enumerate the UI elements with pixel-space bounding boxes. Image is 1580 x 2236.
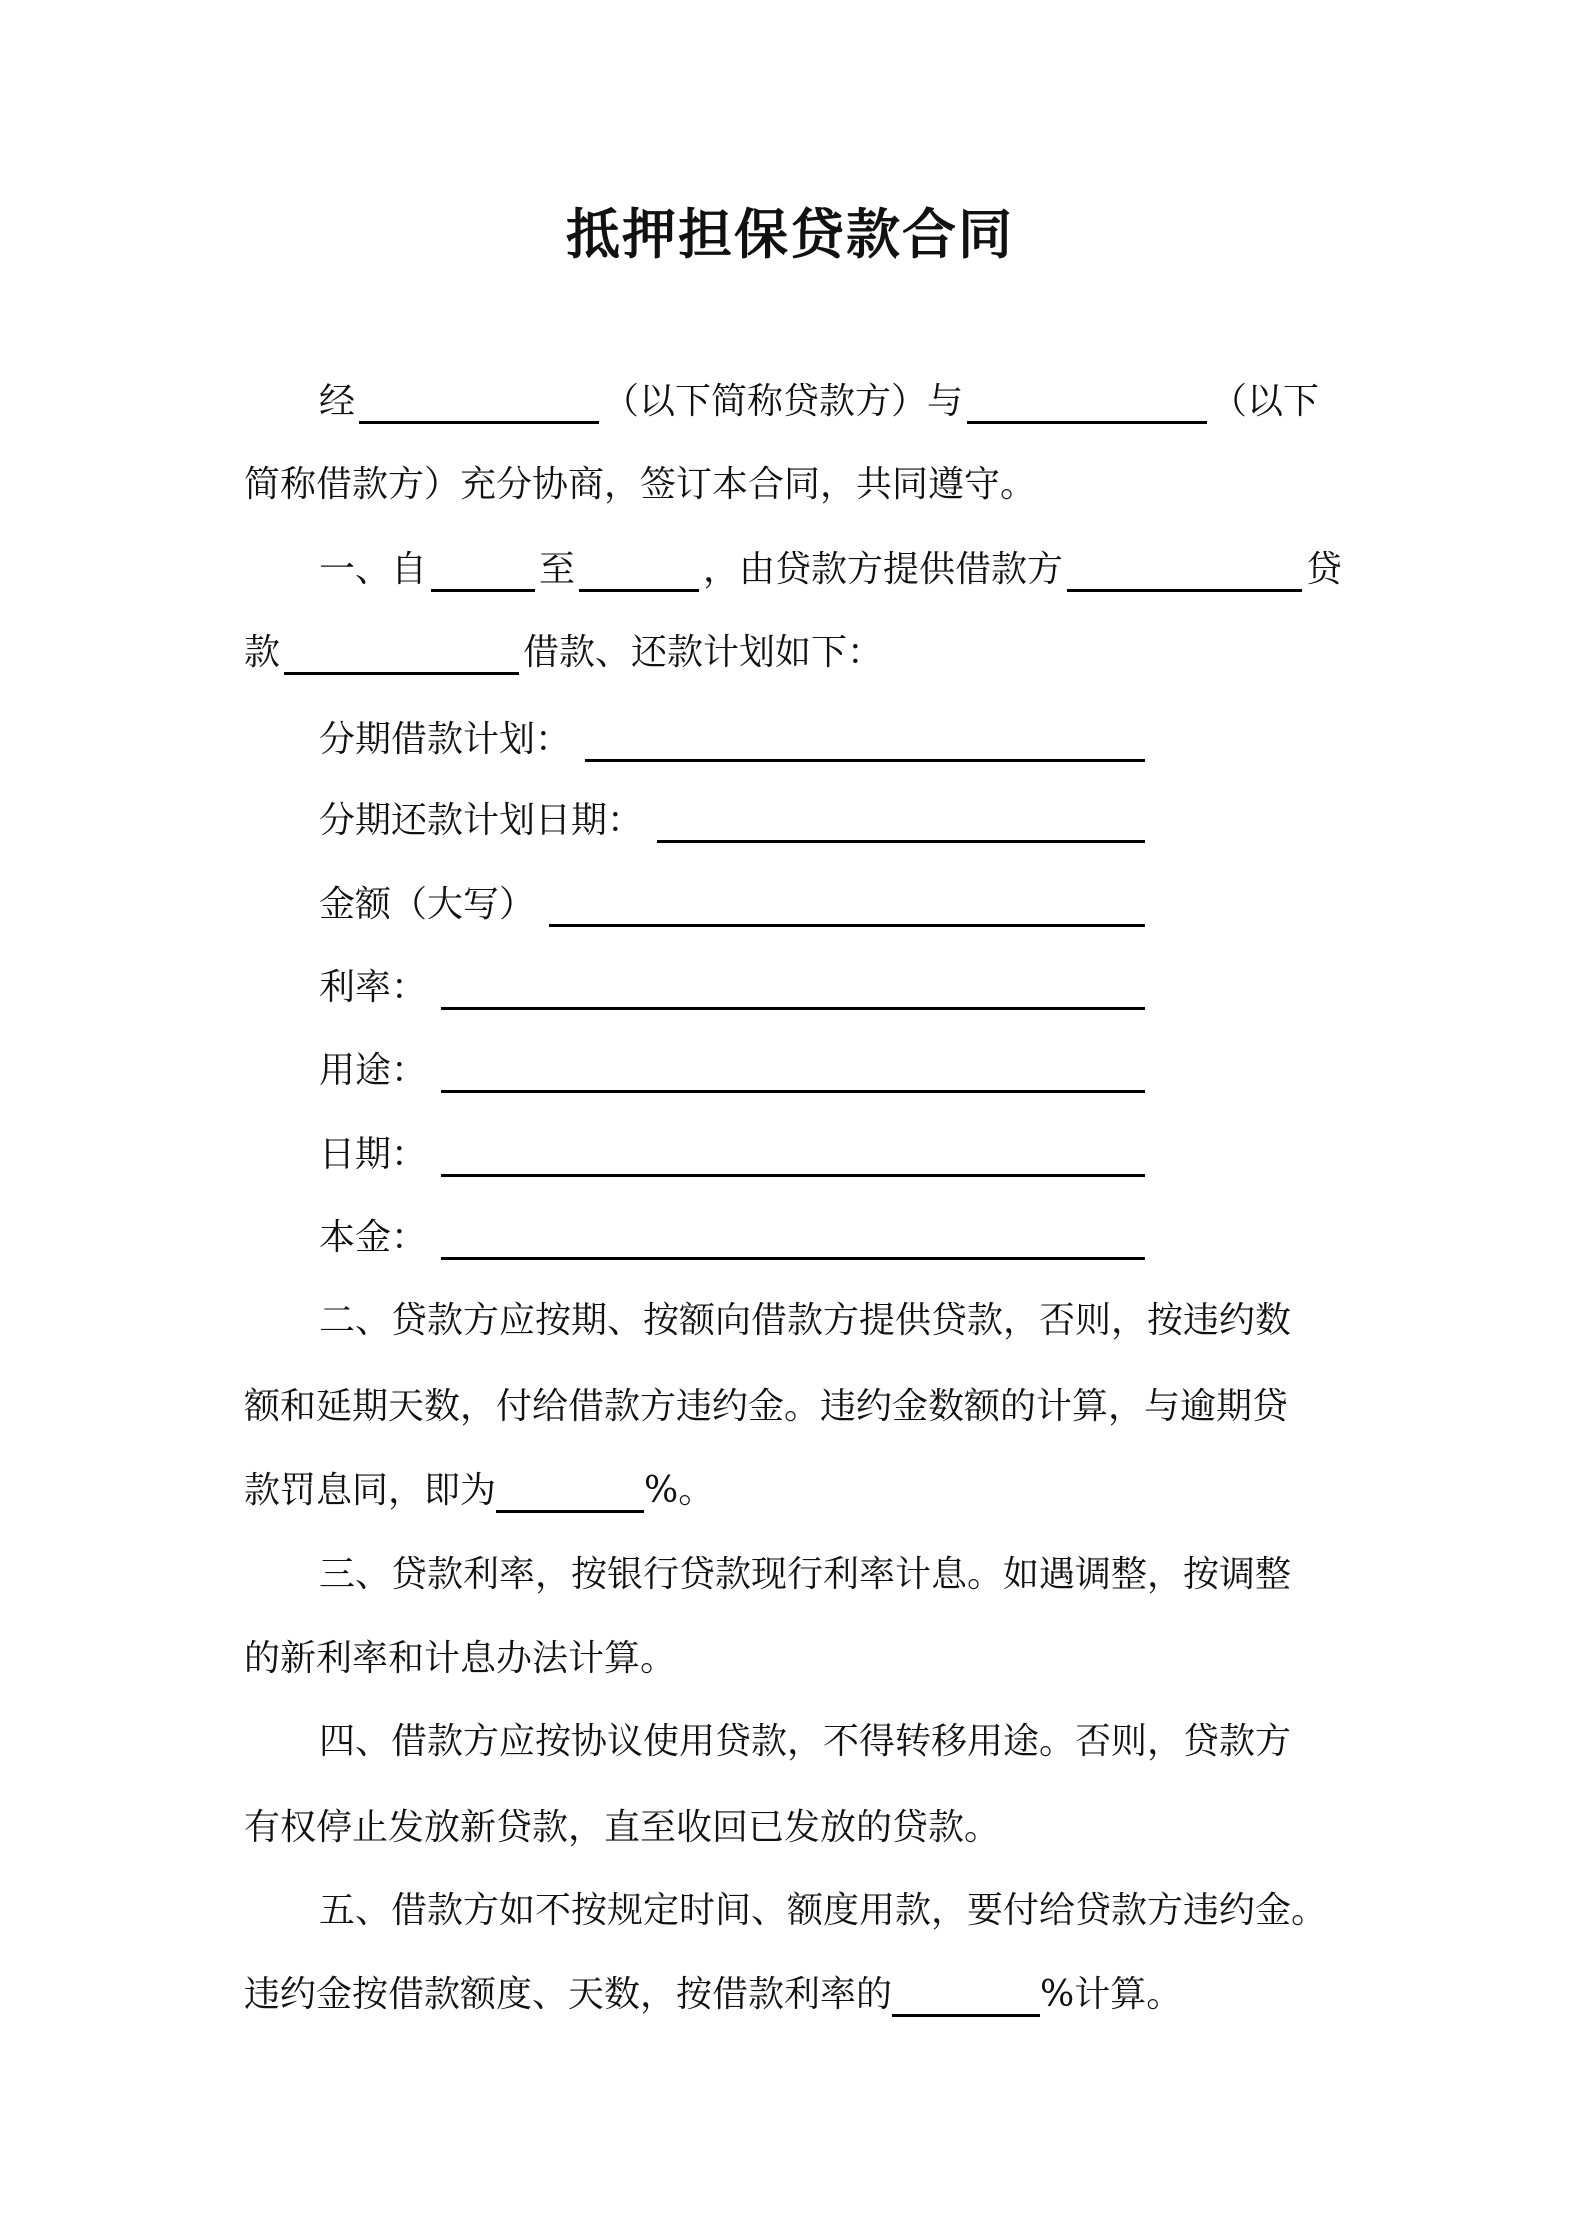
field-label: 分期借款计划： bbox=[319, 719, 572, 760]
field-row-principal bbox=[319, 1208, 1145, 1268]
clause2-text-3a: 款罚息同，即为 bbox=[244, 1470, 497, 1511]
start-date-blank[interactable] bbox=[431, 549, 535, 592]
intro-line-1 bbox=[319, 372, 1350, 432]
field-row-repayment-date bbox=[319, 791, 1145, 851]
clause4-line-2 bbox=[244, 1798, 1350, 1858]
field-label: 利率： bbox=[319, 967, 428, 1008]
clause1-text-b: 至 bbox=[539, 549, 576, 590]
overdue-rate-blank[interactable] bbox=[892, 1974, 1040, 2017]
document-title: 抵押担保贷款合同 bbox=[566, 202, 1014, 266]
clause4-text-1: 四、借款方应按协议使用贷款，不得转移用途。否则，贷款方 bbox=[319, 1721, 1292, 1762]
field-row-purpose bbox=[319, 1041, 1145, 1101]
clause1-line-1 bbox=[319, 540, 1350, 600]
clause3-text-2: 的新利率和计息办法计算。 bbox=[244, 1638, 677, 1679]
field-row-date bbox=[319, 1125, 1145, 1185]
clause5-text-2a: 违约金按借款额度、天数，按借款利率的 bbox=[244, 1974, 893, 2015]
amount-input[interactable] bbox=[549, 884, 1145, 927]
clause2-line-1 bbox=[319, 1291, 1350, 1351]
intro-text-lender: （以下简称贷款方）与 bbox=[603, 381, 964, 422]
field-row-amount bbox=[319, 875, 1145, 935]
field-label: 本金： bbox=[319, 1217, 428, 1258]
intro-text-2: 简称借款方）充分协商，签订本合同，共同遵守。 bbox=[244, 464, 1037, 505]
clause3-line-2 bbox=[244, 1629, 1350, 1689]
field-row-interest-rate bbox=[319, 958, 1145, 1018]
loan-amount-blank[interactable] bbox=[284, 632, 519, 675]
interest-rate-input[interactable] bbox=[441, 967, 1145, 1010]
clause5-line-2 bbox=[244, 1965, 1350, 2025]
principal-input[interactable] bbox=[441, 1217, 1145, 1260]
field-label: 金额（大写） bbox=[319, 884, 536, 925]
clause1-text-e: 款 bbox=[244, 632, 281, 673]
loan-type-blank[interactable] bbox=[1067, 549, 1302, 592]
clause2-text-1: 二、贷款方应按期、按额向借款方提供贷款，否则，按违约数 bbox=[319, 1300, 1292, 1341]
intro-text-jing: 经 bbox=[319, 381, 356, 422]
clause2-line-2 bbox=[244, 1377, 1350, 1437]
repayment-date-input[interactable] bbox=[657, 800, 1145, 843]
clause5-text-2b: %计算。 bbox=[1040, 1974, 1183, 2015]
clause2-text-2: 额和延期天数，付给借款方违约金。违约金数额的计算，与逾期贷 bbox=[244, 1386, 1289, 1427]
clause5-text-1: 五、借款方如不按规定时间、额度用款，要付给贷款方违约金。 bbox=[319, 1890, 1328, 1931]
clause5-line-1 bbox=[319, 1881, 1350, 1941]
intro-text-yixia: （以下 bbox=[1211, 381, 1320, 422]
clause1-text-a: 一、自 bbox=[319, 549, 428, 590]
clause2-line-3 bbox=[244, 1461, 1350, 1521]
clause3-line-1 bbox=[319, 1545, 1350, 1605]
field-label: 分期还款计划日期： bbox=[319, 800, 644, 841]
field-label: 日期： bbox=[319, 1134, 428, 1175]
clause4-line-1 bbox=[319, 1712, 1350, 1772]
clause2-text-3b: %。 bbox=[644, 1470, 715, 1511]
clause1-text-f: 借款、还款计划如下： bbox=[523, 632, 884, 673]
intro-line-2 bbox=[244, 455, 1350, 515]
field-label: 用途： bbox=[319, 1050, 428, 1091]
borrower-name-blank[interactable] bbox=[967, 381, 1207, 424]
lender-name-blank[interactable] bbox=[359, 381, 599, 424]
clause1-text-c: ，由贷款方提供借款方 bbox=[703, 549, 1064, 590]
end-date-blank[interactable] bbox=[579, 549, 699, 592]
purpose-input[interactable] bbox=[441, 1050, 1145, 1093]
date-input[interactable] bbox=[441, 1134, 1145, 1177]
field-row-installment-plan bbox=[319, 710, 1145, 770]
clause1-line-2 bbox=[244, 623, 1350, 683]
clause1-text-d: 贷 bbox=[1306, 549, 1343, 590]
clause3-text-1: 三、贷款利率，按银行贷款现行利率计息。如遇调整，按调整 bbox=[319, 1554, 1292, 1595]
penalty-rate-blank[interactable] bbox=[496, 1470, 644, 1513]
installment-plan-input[interactable] bbox=[585, 719, 1145, 762]
clause4-text-2: 有权停止发放新贷款，直至收回已发放的贷款。 bbox=[244, 1807, 1001, 1848]
